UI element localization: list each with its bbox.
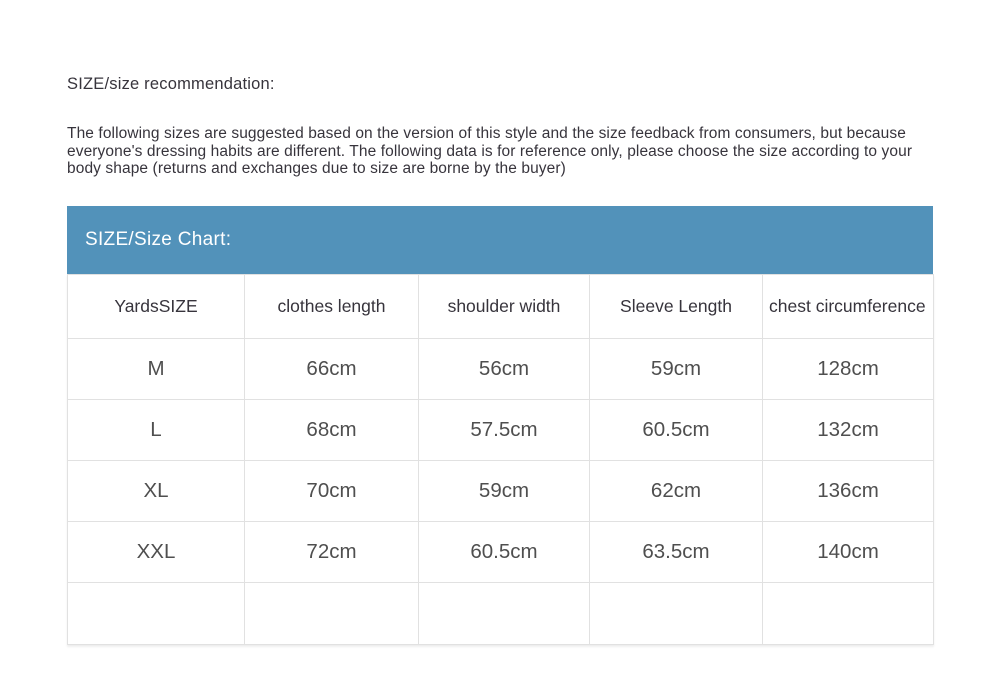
size-cell: XL xyxy=(68,461,245,522)
empty-cell xyxy=(419,583,590,645)
measurement-cell: 63.5cm xyxy=(590,522,763,583)
size-chart-table xyxy=(67,274,934,645)
measurement-cell: 62cm xyxy=(590,461,763,522)
column-header-chest-circumference: chest circumference xyxy=(763,275,934,339)
measurement-cell: 132cm xyxy=(763,400,934,461)
size-recommendation-heading: SIZE/size recommendation: xyxy=(67,75,275,93)
column-header-sleeve-length: Sleeve Length xyxy=(590,275,763,339)
measurement-cell: 57.5cm xyxy=(419,400,590,461)
measurement-cell: 136cm xyxy=(763,461,934,522)
size-cell: M xyxy=(68,339,245,400)
column-header-shoulder-width: shoulder width xyxy=(419,275,590,339)
empty-cell xyxy=(763,583,934,645)
size-chart-title-bar xyxy=(67,206,933,274)
size-cell: L xyxy=(68,400,245,461)
measurement-cell: 59cm xyxy=(419,461,590,522)
size-chart-section xyxy=(67,206,933,645)
table-row-xl xyxy=(68,461,934,522)
measurement-cell: 140cm xyxy=(763,522,934,583)
measurement-cell: 59cm xyxy=(590,339,763,400)
size-recommendation-paragraph: The following sizes are suggested based on the version of this style and the size feedback from consumers, but because everyone's dressing habits are different. The following data is for reference only, please choose the size according to your body shape (returns and exchanges due to size are borne by the buyer) xyxy=(67,125,913,177)
size-chart-title: SIZE/Size Chart: xyxy=(85,229,232,250)
measurement-cell: 60.5cm xyxy=(590,400,763,461)
empty-cell xyxy=(590,583,763,645)
measurement-cell: 70cm xyxy=(245,461,419,522)
table-row-m xyxy=(68,339,934,400)
column-header-size: YardsSIZE xyxy=(68,275,245,339)
table-row-empty xyxy=(68,583,934,645)
measurement-cell: 128cm xyxy=(763,339,934,400)
table-header-row xyxy=(68,275,934,339)
empty-cell xyxy=(68,583,245,645)
measurement-cell: 68cm xyxy=(245,400,419,461)
size-cell: XXL xyxy=(68,522,245,583)
empty-cell xyxy=(245,583,419,645)
column-header-clothes-length: clothes length xyxy=(245,275,419,339)
measurement-cell: 66cm xyxy=(245,339,419,400)
measurement-cell: 72cm xyxy=(245,522,419,583)
measurement-cell: 56cm xyxy=(419,339,590,400)
table-row-l xyxy=(68,400,934,461)
table-row-xxl xyxy=(68,522,934,583)
measurement-cell: 60.5cm xyxy=(419,522,590,583)
